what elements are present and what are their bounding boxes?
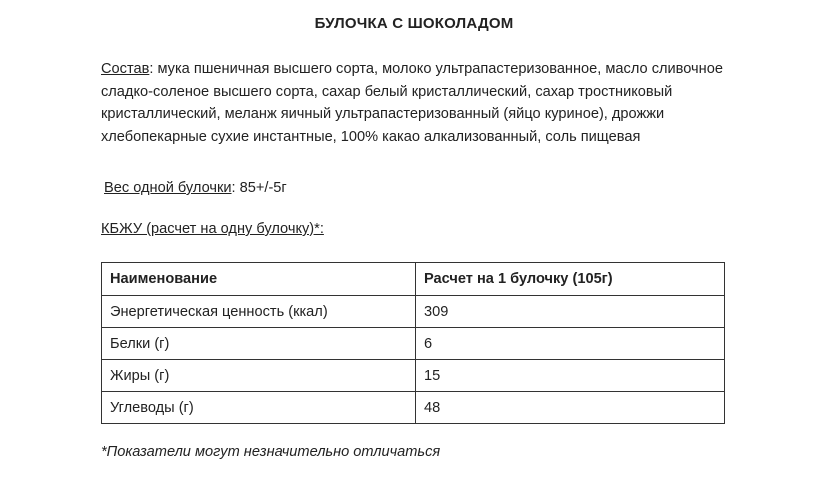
composition-text: : мука пшеничная высшего сорта, молоко ультрапастеризованное, масло сливочное сладко-соленое высшего сорта, сахар белый кристаллический, сахар тростниковый кристаллический, меланж яичный ультрапастеризованный (яйцо куриное), дрожжи хлебопекарные сухие инстантные, 100% какао алкализованный, соль пищевая bbox=[101, 61, 723, 145]
weight-value: : 85+/-5г bbox=[231, 180, 287, 196]
table-row bbox=[102, 328, 725, 360]
kbju-label: КБЖУ (расчет на одну булочку)*: bbox=[101, 221, 324, 237]
footnote: *Показатели могут незначительно отличаться bbox=[101, 444, 441, 460]
weight-label: Вес одной булочки bbox=[104, 180, 232, 196]
table-header-name: Наименование bbox=[102, 263, 416, 296]
nutrition-table bbox=[101, 262, 725, 424]
table-header-row bbox=[102, 263, 725, 296]
table-cell-name: Белки (г) bbox=[102, 328, 416, 360]
table-cell-value: 15 bbox=[416, 360, 725, 392]
table-cell-value: 309 bbox=[416, 296, 725, 328]
table-cell-value: 6 bbox=[416, 328, 725, 360]
table-cell-value: 48 bbox=[416, 392, 725, 424]
table-row bbox=[102, 296, 725, 328]
table-row bbox=[102, 360, 725, 392]
table-cell-name: Энергетическая ценность (ккал) bbox=[102, 296, 416, 328]
table-row bbox=[102, 392, 725, 424]
composition-label: Состав bbox=[101, 61, 150, 77]
table-cell-name: Углеводы (г) bbox=[102, 392, 416, 424]
composition-paragraph bbox=[101, 58, 733, 148]
weight-line bbox=[104, 180, 287, 196]
table-header-value: Расчет на 1 булочку (105г) bbox=[416, 263, 725, 296]
table-cell-name: Жиры (г) bbox=[102, 360, 416, 392]
page-title: БУЛОЧКА С ШОКОЛАДОМ bbox=[314, 15, 514, 32]
